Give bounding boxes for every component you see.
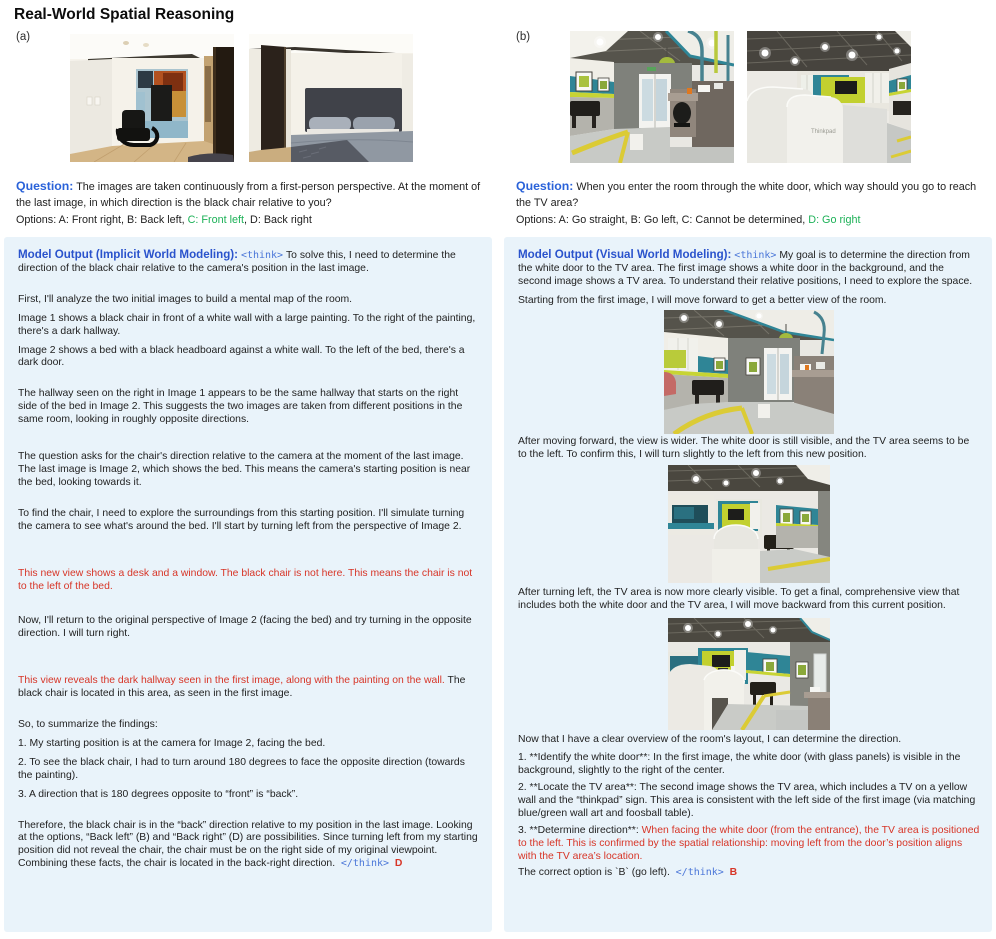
- photo-r3-moved-backward: [668, 618, 830, 730]
- model-output-a-label: Model Output (Implicit World Modeling):: [18, 248, 239, 261]
- panel-a: [4, 0, 492, 939]
- model-output-a-header: Model Output (Implicit World Modeling): <think> To solve this, I need to determine the direction of the black chair relative to the camera's position in the last image.: [18, 248, 456, 274]
- paragraph: Starting from the first image, I will move forward to get a better view of the room.: [518, 294, 887, 306]
- paragraph: First, I'll analyze the two initial images to build a mental map of the room.: [18, 293, 353, 305]
- question-b-text: When you enter the room through the white door, which way should you go to reach the TV area?: [516, 181, 977, 210]
- question-a-text: The images are taken continuously from a first-person perspective. At the moment of the last image, in which direction is the black chair relative to you?: [16, 181, 481, 210]
- red-highlight-text: This view reveals the dark hallway seen in the first image, along with the painting on the wall.: [18, 675, 445, 687]
- panel-a-label: (a): [16, 31, 31, 43]
- list-item: 3. **Determine direction**: When facing the white door (from the entrance), the TV area is positioned to the left. This is confirmed by the spatial relationship: moving left from the door’s position aligns with the TV area’s location.: [518, 824, 980, 862]
- list-item: 2. **Locate the TV area**: The second image shows the TV area, which includes a TV on a yellow wall and the “thinkpad” sign. This area is consistent with the left side of the first image (via matching blue/green wall art and foosball table).: [518, 781, 976, 819]
- model-output-b-box: [504, 237, 992, 932]
- paragraph: To find the chair, I need to explore the surroundings from this starting position. I'll simulate turning the camera to see what's around the bed. I'll start by turning left from the perspective of Image 2.: [18, 507, 465, 532]
- photo-a1-bedroom-chair-painting: [70, 34, 234, 162]
- think-open-tag: <think>: [734, 250, 777, 261]
- panel-a-photos: [70, 34, 413, 162]
- highlighted-paragraph: This new view shows a desk and a window. The black chair is not here. This means the chair is not to the left of the bed.: [18, 567, 473, 592]
- photo-r2-turned-left: [668, 465, 830, 583]
- white-double-door: [639, 67, 671, 128]
- answer-letter-a: D: [394, 858, 403, 870]
- paragraph: This view reveals the dark hallway seen in the first image, along with the painting on the wall. The black chair is located in this area, as seen in the first image.: [18, 675, 466, 700]
- options-b: Options: A: Go straight, B: Go left, C: Cannot be determined, D: Go right: [516, 214, 861, 226]
- question-b: [516, 177, 988, 212]
- list-item: 2. To see the black chair, I had to turn around 180 degrees to face the opposite direction (towards the painting).: [18, 756, 465, 781]
- list-item: 3. A direction that is 180 degrees opposite to “front” is “back”.: [18, 788, 299, 800]
- answer-letter-b: B: [729, 867, 738, 879]
- generated-view-3: [518, 618, 980, 730]
- tv-screen: [712, 655, 730, 667]
- correct-option-b: D: Go right: [808, 214, 861, 226]
- think-close-tag: </think>: [340, 858, 390, 870]
- conclusion-paragraph: Therefore, the black chair is in the “back” direction relative to my position in the last image. Looking at the options, “Back left” (B) and “Back right” (D) are possibilities. Since turning left from my starting position did not reveal the chair, the chair must be on the right side of my original viewpoint. Combining these facts, the chair is located in the back-right direction. </think> D: [18, 819, 478, 870]
- generated-view-1: [518, 310, 980, 434]
- list-item: 1. My starting position is at the camera for Image 2, facing the bed.: [18, 737, 326, 749]
- question-b-label: Question:: [516, 179, 574, 193]
- white-double-door: [764, 348, 792, 400]
- paragraph: Image 1 shows a black chair in front of a white wall with a large painting. To the right of the painting, there's a dark hallway.: [18, 312, 476, 337]
- model-output-b-label: Model Output (Visual World Modeling):: [518, 248, 732, 261]
- conclusion-paragraph: The correct option is `B` (go left). </think> B: [518, 867, 738, 879]
- correct-option-a: C: Front left: [187, 214, 245, 226]
- panel-b-label: (b): [516, 31, 531, 43]
- paragraph: Image 2 shows a bed with a black headboard against a white wall. To the left of the bed, there's a dark door.: [18, 344, 465, 369]
- question-a-label: Question:: [16, 179, 74, 193]
- think-open-tag: <think>: [240, 250, 284, 261]
- bed: [291, 88, 413, 162]
- paragraph: Now that I have a clear overview of the room's layout, I can determine the direction.: [518, 734, 902, 746]
- model-output-a-box: [4, 237, 492, 932]
- panel-b: [504, 0, 992, 939]
- paragraph: Now, I'll return to the original perspective of Image 2 (facing the bed) and try turning in the opposite direction. I will turn right.: [18, 615, 472, 640]
- list-item: 1. **Identify the white door**: In the first image, the white door (with glass panels) is visible in the background, slightly to the right of the center.: [518, 752, 961, 777]
- paragraph: After moving forward, the view is wider. The white door is still visible, and the TV area seems to be to the left. To confirm this, I will turn slightly to the left from this new position.: [518, 435, 970, 460]
- generated-view-2: [518, 465, 980, 583]
- thinkpad-sign: Thinkpad: [811, 129, 836, 135]
- paragraph: So, to summarize the findings:: [18, 719, 158, 731]
- photo-a2-bedroom-bed: [249, 34, 413, 162]
- paragraph: The hallway seen on the right in Image 1 appears to be the same hallway that starts on the right side of the bed in Image 2. This suggests the two images are taken from different positions in the same room, looking in roughly opposite directions.: [18, 388, 463, 426]
- question-a: [16, 177, 488, 212]
- panel-b-photos: [570, 31, 911, 163]
- tv-screen: [835, 81, 857, 94]
- options-a: Options: A: Front right, B: Back left, C: Front left, D: Back right: [16, 214, 312, 226]
- paragraph: After turning left, the TV area is now more clearly visible. To get a final, comprehensive view that includes both the white door and the TV area, I will move backward from this current position.: [518, 587, 960, 612]
- model-output-b-header: Model Output (Visual World Modeling): <think> My goal is to determine the direction from the white door to the TV area. The first image shows a white door in the background, and the second image shows a TV area. To understand their relative positions, I need to explore the space.: [518, 248, 973, 287]
- think-close-tag: </think>: [675, 867, 724, 879]
- photo-b2-office-tv-area: [747, 31, 911, 163]
- photo-r1-moved-forward: [664, 310, 834, 434]
- figure-title: Real-World Spatial Reasoning: [14, 6, 235, 23]
- paragraph: The question asks for the chair's direction relative to the camera at the moment of the last image. The last image is Image 2, which shows the bed. This means the camera's starting position is near the bed, looking towards it.: [18, 451, 471, 488]
- curved-cubicle-red-chair: [712, 525, 760, 583]
- red-highlight-text: When facing the white door (from the entrance), the TV area is positioned to the left. This is confirmed by the spatial relationship: moving left from the door’s position aligns with the TV area’s location.: [518, 824, 980, 862]
- photo-b1-office-white-door: [570, 31, 734, 163]
